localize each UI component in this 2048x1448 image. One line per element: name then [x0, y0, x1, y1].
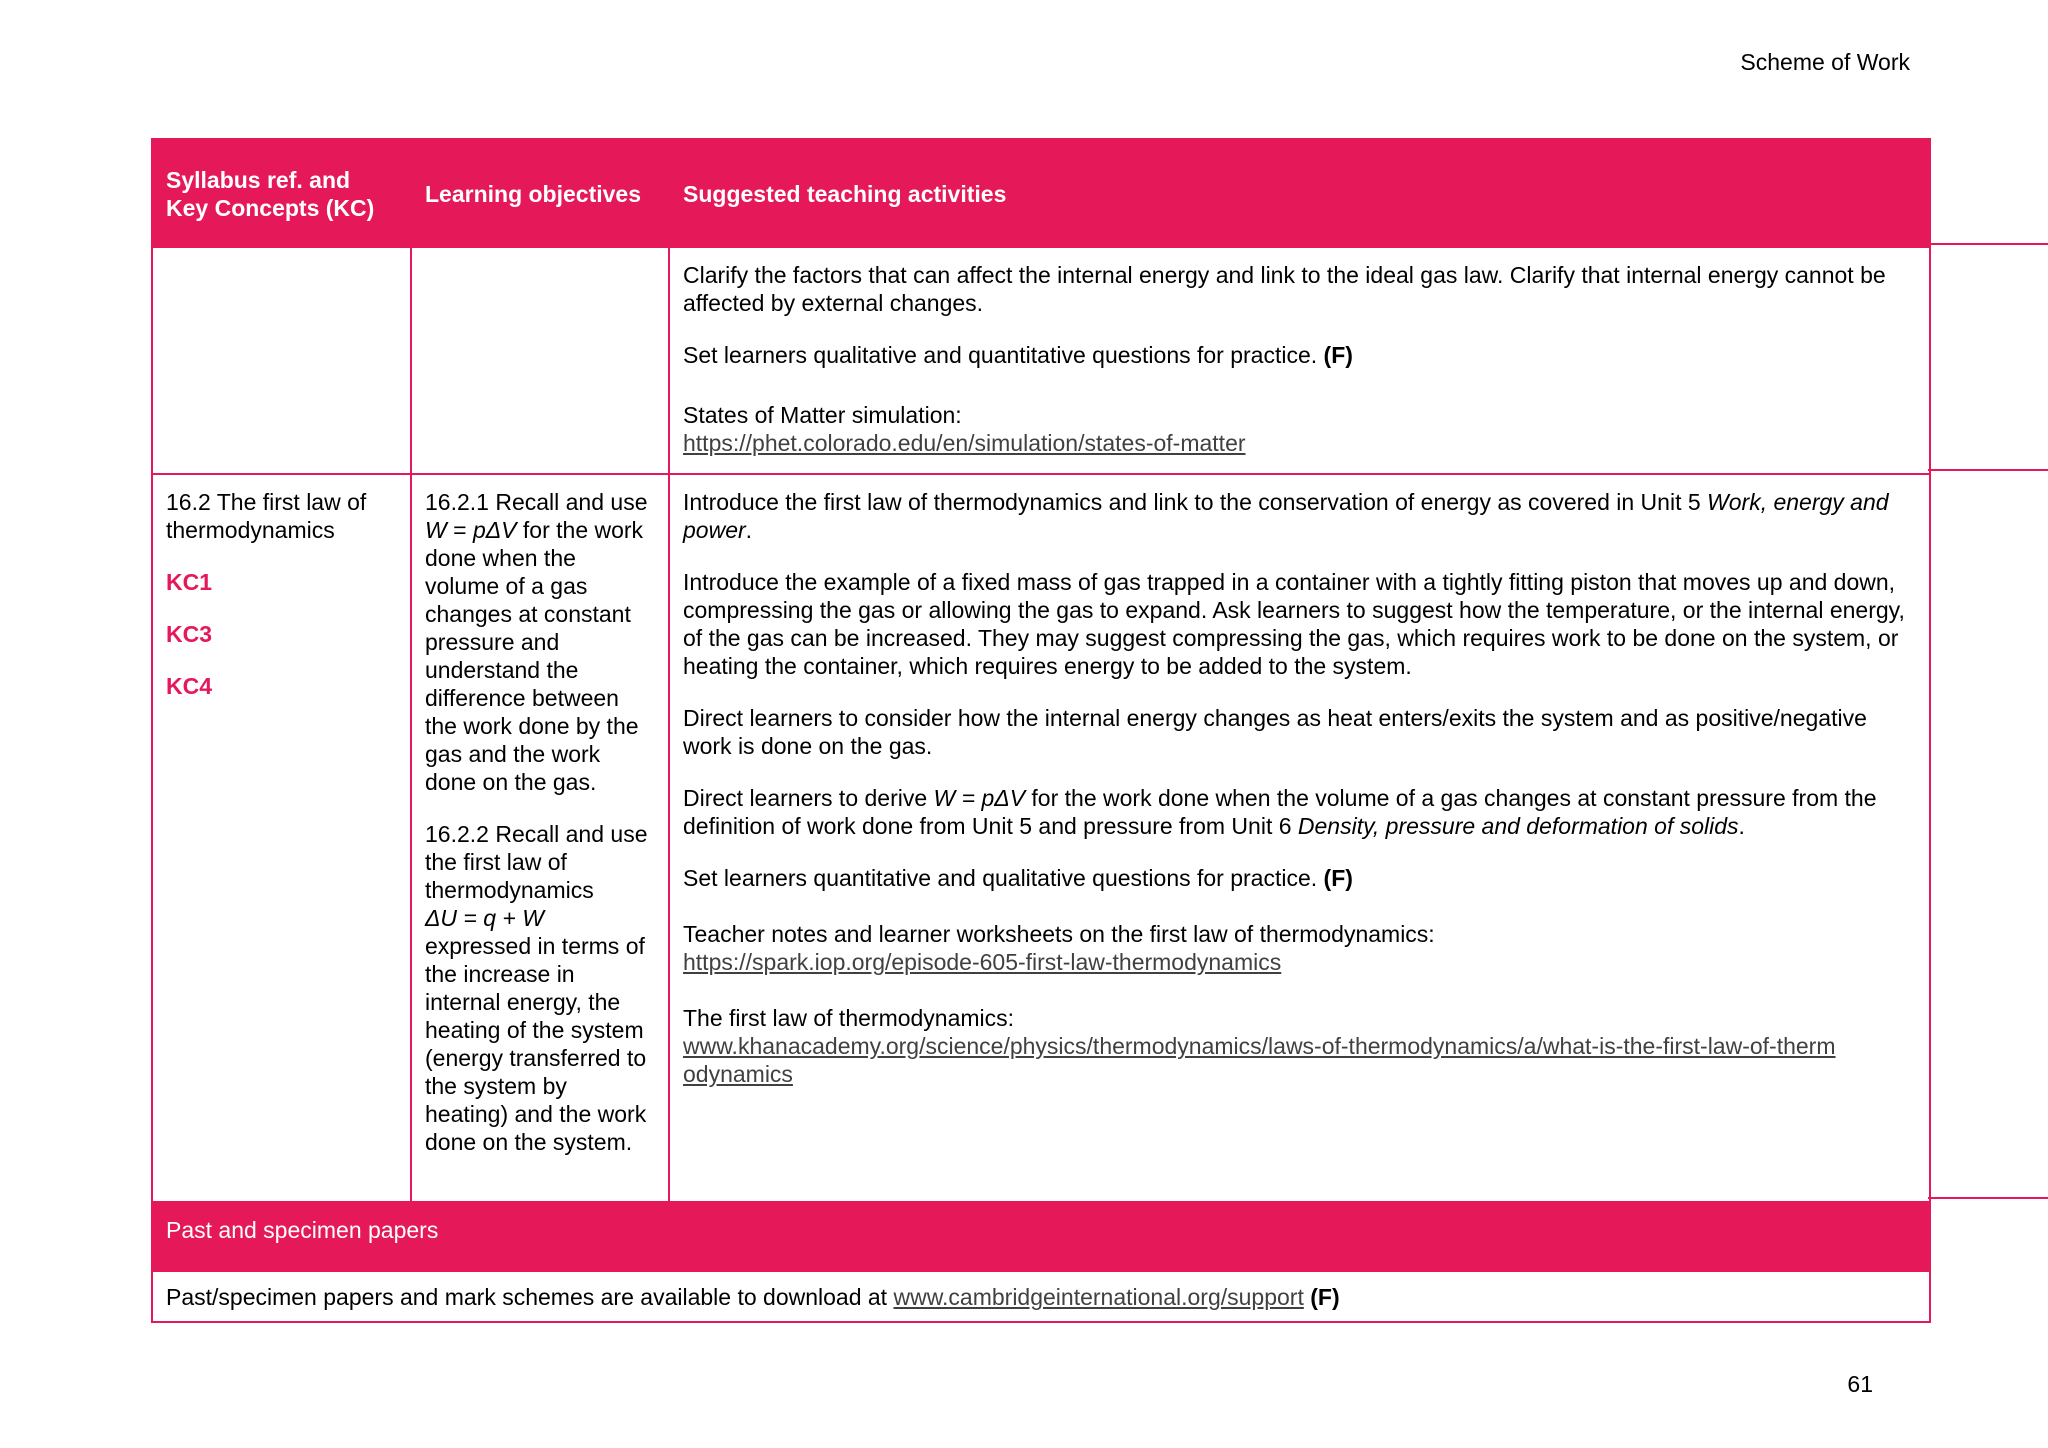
divider: [1928, 469, 2048, 471]
scheme-of-work-table: [151, 138, 1931, 1323]
khan-academy-link[interactable]: www.khanacademy.org/science/physics/thermodynamics/laws-of-thermodynamics/a/what-is-the-first-law-of-thermodynamics: [683, 1033, 1836, 1087]
activity-text: Direct learners to consider how the internal energy changes as heat enters/exits the system and as positive/negative work is done on the gas.: [683, 705, 1867, 759]
objectives-cell: [411, 247, 669, 474]
past-papers-heading: Past and specimen papers: [152, 1202, 1930, 1271]
activities-cell: [669, 247, 1930, 474]
resource: [683, 920, 1916, 976]
column-header-activities: Suggested teaching activities: [669, 139, 1930, 247]
cambridge-support-link[interactable]: www.cambridgeinternational.org/support: [893, 1284, 1304, 1310]
column-header-objectives: Learning objectives: [411, 139, 669, 247]
activities-cell: [669, 474, 1930, 1202]
past-papers-row: [152, 1271, 1930, 1322]
activity-text: Direct learners to derive W = pΔV for the work done when the volume of a gas changes at constant pressure from the definition of work done from Unit 5 and pressure from Unit 6 Density, pressure and deformation of solids.: [683, 785, 1877, 839]
resource-label: Teacher notes and learner worksheets on the first law of thermodynamics:: [683, 921, 1435, 947]
key-concept: KC3: [166, 621, 213, 647]
activity-text: Set learners quantitative and qualitative questions for practice. (F): [683, 865, 1353, 891]
syllabus-cell: [152, 474, 411, 1202]
table-header-row: [152, 139, 1930, 247]
key-concept: KC4: [166, 673, 213, 699]
syllabus-ref: 16.2 The first law of thermodynamics: [166, 489, 367, 543]
activity-text: Introduce the example of a fixed mass of gas trapped in a container with a tightly fitting piston that moves up and down, compressing the gas or allowing the gas to expand. Ask learners to suggest how the temperature, or the internal energy, of the gas can be increased. They may suggest compressing the gas, which requires work to be done on the system, or heating the container, which requires energy to be added to the system.: [683, 569, 1905, 679]
activity-text: Clarify the factors that can affect the internal energy and link to the ideal gas law. Clarify that internal energy cannot be affected by external changes.: [683, 262, 1886, 316]
table-row: [152, 247, 1930, 474]
resource-label: The first law of thermodynamics:: [683, 1005, 1015, 1031]
formative-tag: (F): [1323, 342, 1353, 368]
column-header-syllabus: Syllabus ref. and Key Concepts (KC): [152, 139, 411, 247]
table-row: [152, 474, 1930, 1202]
formative-tag: (F): [1323, 865, 1353, 891]
learning-objective: 16.2.1 Recall and use W = pΔV for the work done when the volume of a gas changes at constant pressure and understand the difference between the work done by the gas and the work done on the gas.: [425, 489, 648, 795]
divider: [1928, 1197, 2048, 1199]
learning-objective: 16.2.2 Recall and use the first law of thermodynamics ΔU = q + W expressed in terms of the increase in internal energy, the heating of the system (energy transferred to the system by heating) and the work done on the system.: [425, 821, 648, 1155]
past-papers-text: Past/specimen papers and mark schemes are available to download at: [166, 1284, 888, 1310]
activity-text: Set learners qualitative and quantitative questions for practice. (F): [683, 342, 1353, 368]
resource: [683, 1004, 1916, 1088]
past-papers-cell: [152, 1271, 1930, 1322]
page-number: 61: [1847, 1371, 1873, 1397]
formative-tag: (F): [1310, 1284, 1340, 1310]
objectives-cell: [411, 474, 669, 1202]
resource: [683, 401, 1916, 457]
states-of-matter-link[interactable]: https://phet.colorado.edu/en/simulation/states-of-matter: [683, 430, 1246, 456]
syllabus-cell: [152, 247, 411, 474]
running-header: Scheme of Work: [1740, 49, 1910, 75]
iop-spark-link[interactable]: https://spark.iop.org/episode-605-first-law-thermodynamics: [683, 949, 1282, 975]
resource-label: States of Matter simulation:: [683, 402, 962, 428]
past-papers-heading-row: [152, 1202, 1930, 1271]
key-concept: KC1: [166, 569, 213, 595]
divider: [1928, 243, 2048, 245]
activity-text: Introduce the first law of thermodynamics and link to the conservation of energy as covered in Unit 5 Work, energy and power.: [683, 489, 1889, 543]
